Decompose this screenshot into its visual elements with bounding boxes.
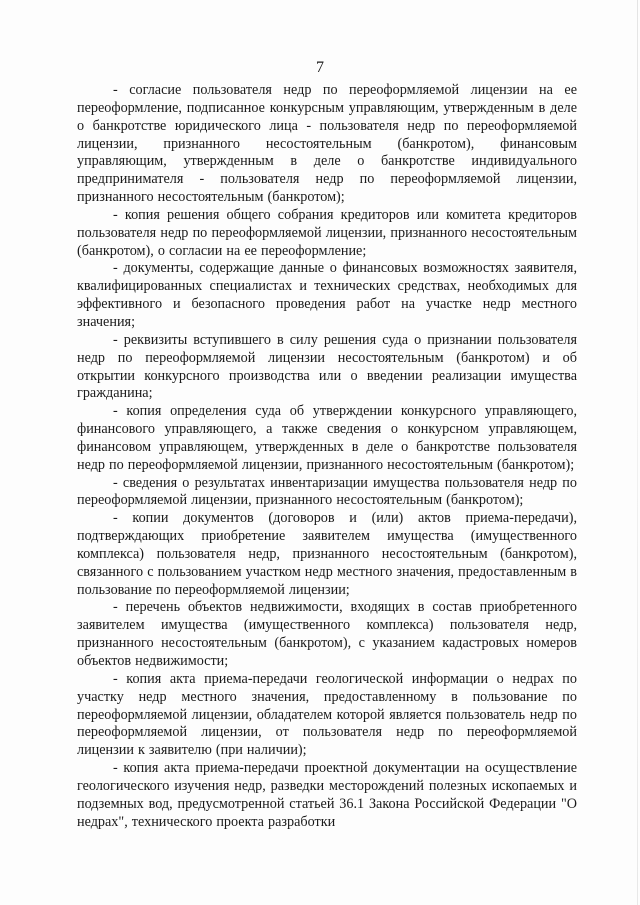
paragraph: - документы, содержащие данные о финансовых возможностях заявителя, квалифицированных специалистах и технических средствах, необходимых для эффективного и безопасного проведения работ на участке недр местного значения; <box>77 260 577 330</box>
body-text <box>77 82 577 831</box>
paragraph: - реквизиты вступившего в силу решения суда о признании пользователя недр по переоформляемой лицензии несостоятельным (банкротом) и об открытии конкурсного производства или о введении реализации имущества гражданина; <box>77 331 577 402</box>
scan-edge <box>637 0 638 905</box>
paragraph: - перечень объектов недвижимости, входящих в состав приобретенного заявителем имущества (имущественного комплекса) пользователя недр, признанного несостоятельным (банкротом), с указанием кадастровых номеров объектов недвижимости; <box>77 599 577 669</box>
paragraph: - копии документов (договоров и (или) актов приема-передачи), подтверждающих приобретение заявителем имущества (имущественного комплекса) пользователя недр, признанного несостоятельным (банкротом), связанного с пользованием участком недр местного значения, предоставленным в пользование по переоформляемой лицензии; <box>77 510 577 598</box>
paragraph: - сведения о результатах инвентаризации имущества пользователя недр по переоформляемой лицензии, признанного несостоятельным (банкротом); <box>77 474 577 509</box>
page-number: 7 <box>316 59 324 76</box>
paragraph: - копия акта приема-передачи геологической информации о недрах по участку недр местного значения, предоставленному в пользование по переоформляемой лицензии, обладателем которой является пользователь недр по переоформляемой лицензии, от пользователя недр по переоформляемой лицензии к заявителю (при наличии); <box>77 670 577 759</box>
paragraph: - копия акта приема-передачи проектной документации на осуществление геологического изучения недр, разведки месторождений полезных ископаемых и подземных вод, предусмотренной статьей 36.1 Закона Российской Федерации "О недрах", технического проекта разработки <box>77 760 577 830</box>
paragraph: - копия решения общего собрания кредиторов или комитета кредиторов пользователя недр по переоформляемой лицензии, признанного несостоятельным (банкротом), о согласии на ее переоформление; <box>77 206 577 259</box>
paragraph: - копия определения суда об утверждении конкурсного управляющего, финансового управляющего, а также сведения о конкурсном управляющем, финансовом управляющем, утвержденных в деле о банкротстве пользователя недр по переоформляемой лицензии, признанного несостоятельным (банкротом); <box>77 403 577 473</box>
paragraph: - согласие пользователя недр по переоформляемой лицензии на ее переоформление, подписанное конкурсным управляющим, утвержденным в деле о банкротстве юридического лица - пользователя недр по переоформляемой лицензии, признанного несостоятельным (банкротом), финансовым управляющим, утвержденным в деле о банкротстве индивидуального предпринимателя - пользователя недр по переоформляемой лицензии, признанного несостоятельным (банкротом); <box>77 82 577 206</box>
